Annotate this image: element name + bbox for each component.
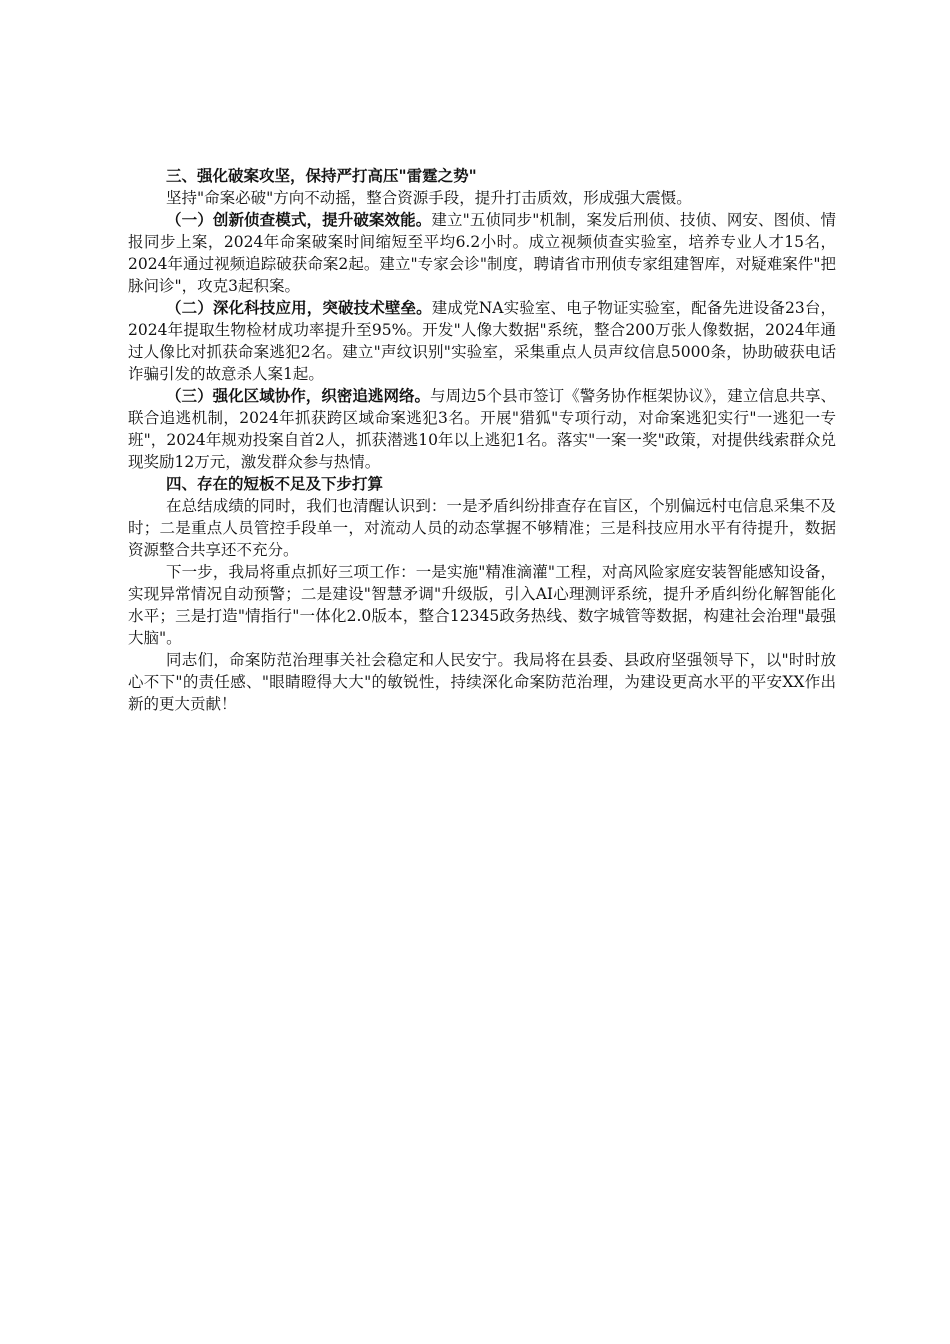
subsection-paragraph-regional-cooperation <box>128 385 836 473</box>
next-steps-paragraph: 下一步，我局将重点抓好三项工作：一是实施"精准滴灌"工程，对高风险家庭安装智能感知设备，实现异常情况自动预警；二是建设"智慧矛调"升级版，引入AI心理测评系统，提升矛盾纠纷化解智能化水平；三是打造"情指行"一体化2.0版本，整合12345政务热线、数字城管等数据，构建社会治理"最强大脑"。 <box>128 563 836 647</box>
section-heading-strengthen-case-solving: 三、强化破案攻坚，保持严打高压"雷霆之势" <box>166 166 477 185</box>
document-body <box>128 165 836 715</box>
subsection-lead-technology: （二）深化科技应用，突破技术壁垒。 <box>166 298 432 317</box>
closing-paragraph: 同志们，命案防范治理事关社会稳定和人民安宁。我局将在县委、县政府坚强领导下，以"时时放心不下"的责任感、"眼睛瞪得大大"的敏锐性，持续深化命案防范治理，为建设更高水平的平安XX作出新的更大贡献！ <box>128 651 836 713</box>
subsection-body-technology: 建成党NA实验室、电子物证实验室，配备先进设备23台，2024年提取生物检材成功率提升至95%。开发"人像大数据"系统，整合200万张人像数据，2024年通过人像比对抓获命案逃犯2名。建立"声纹识别"实验室，采集重点人员声纹信息5000条，协助破获电话诈骗引发的故意杀人案1起。 <box>128 299 836 383</box>
subsection-body-regional-cooperation: 与周边5个县市签订《警务协作框架协议》，建立信息共享、联合追逃机制，2024年抓获跨区域命案逃犯3名。开展"猎狐"专项行动，对命案逃犯实行"一逃犯一专班"，2024年规劝投案自首2人，抓获潜逃10年以上逃犯1名。落实"一案一奖"政策，对提供线索群众兑现奖励12万元，激发群众参与热情。 <box>128 387 836 471</box>
shortcomings-paragraph: 在总结成绩的同时，我们也清醒认识到：一是矛盾纠纷排查存在盲区，个别偏远村屯信息采集不及时；二是重点人员管控手段单一，对流动人员的动态掌握不够精准；三是科技应用水平有待提升，数据资源整合共享还不充分。 <box>128 497 836 559</box>
subsection-lead-investigation-mode: （一）创新侦查模式，提升破案效能。 <box>166 210 432 229</box>
subsection-paragraph-technology <box>128 297 836 385</box>
section-intro-paragraph: 坚持"命案必破"方向不动摇，整合资源手段，提升打击质效，形成强大震慑。 <box>166 189 692 207</box>
subsection-lead-regional-cooperation: （三）强化区域协作，织密追逃网络。 <box>166 386 431 405</box>
subsection-body-investigation-mode: 建立"五侦同步"机制，案发后刑侦、技侦、网安、图侦、情报同步上案，2024年命案破案时间缩短至平均6.2小时。成立视频侦查实验室，培养专业人才15名，2024年通过视频追踪破获命案2起。建立"专家会诊"制度，聘请省市刑侦专家组建智库，对疑难案件"把脉问诊"，攻克3起积案。 <box>128 211 836 295</box>
subsection-paragraph-investigation-mode <box>128 209 836 297</box>
section-heading-shortcomings-next-steps: 四、存在的短板不足及下步打算 <box>166 474 384 493</box>
